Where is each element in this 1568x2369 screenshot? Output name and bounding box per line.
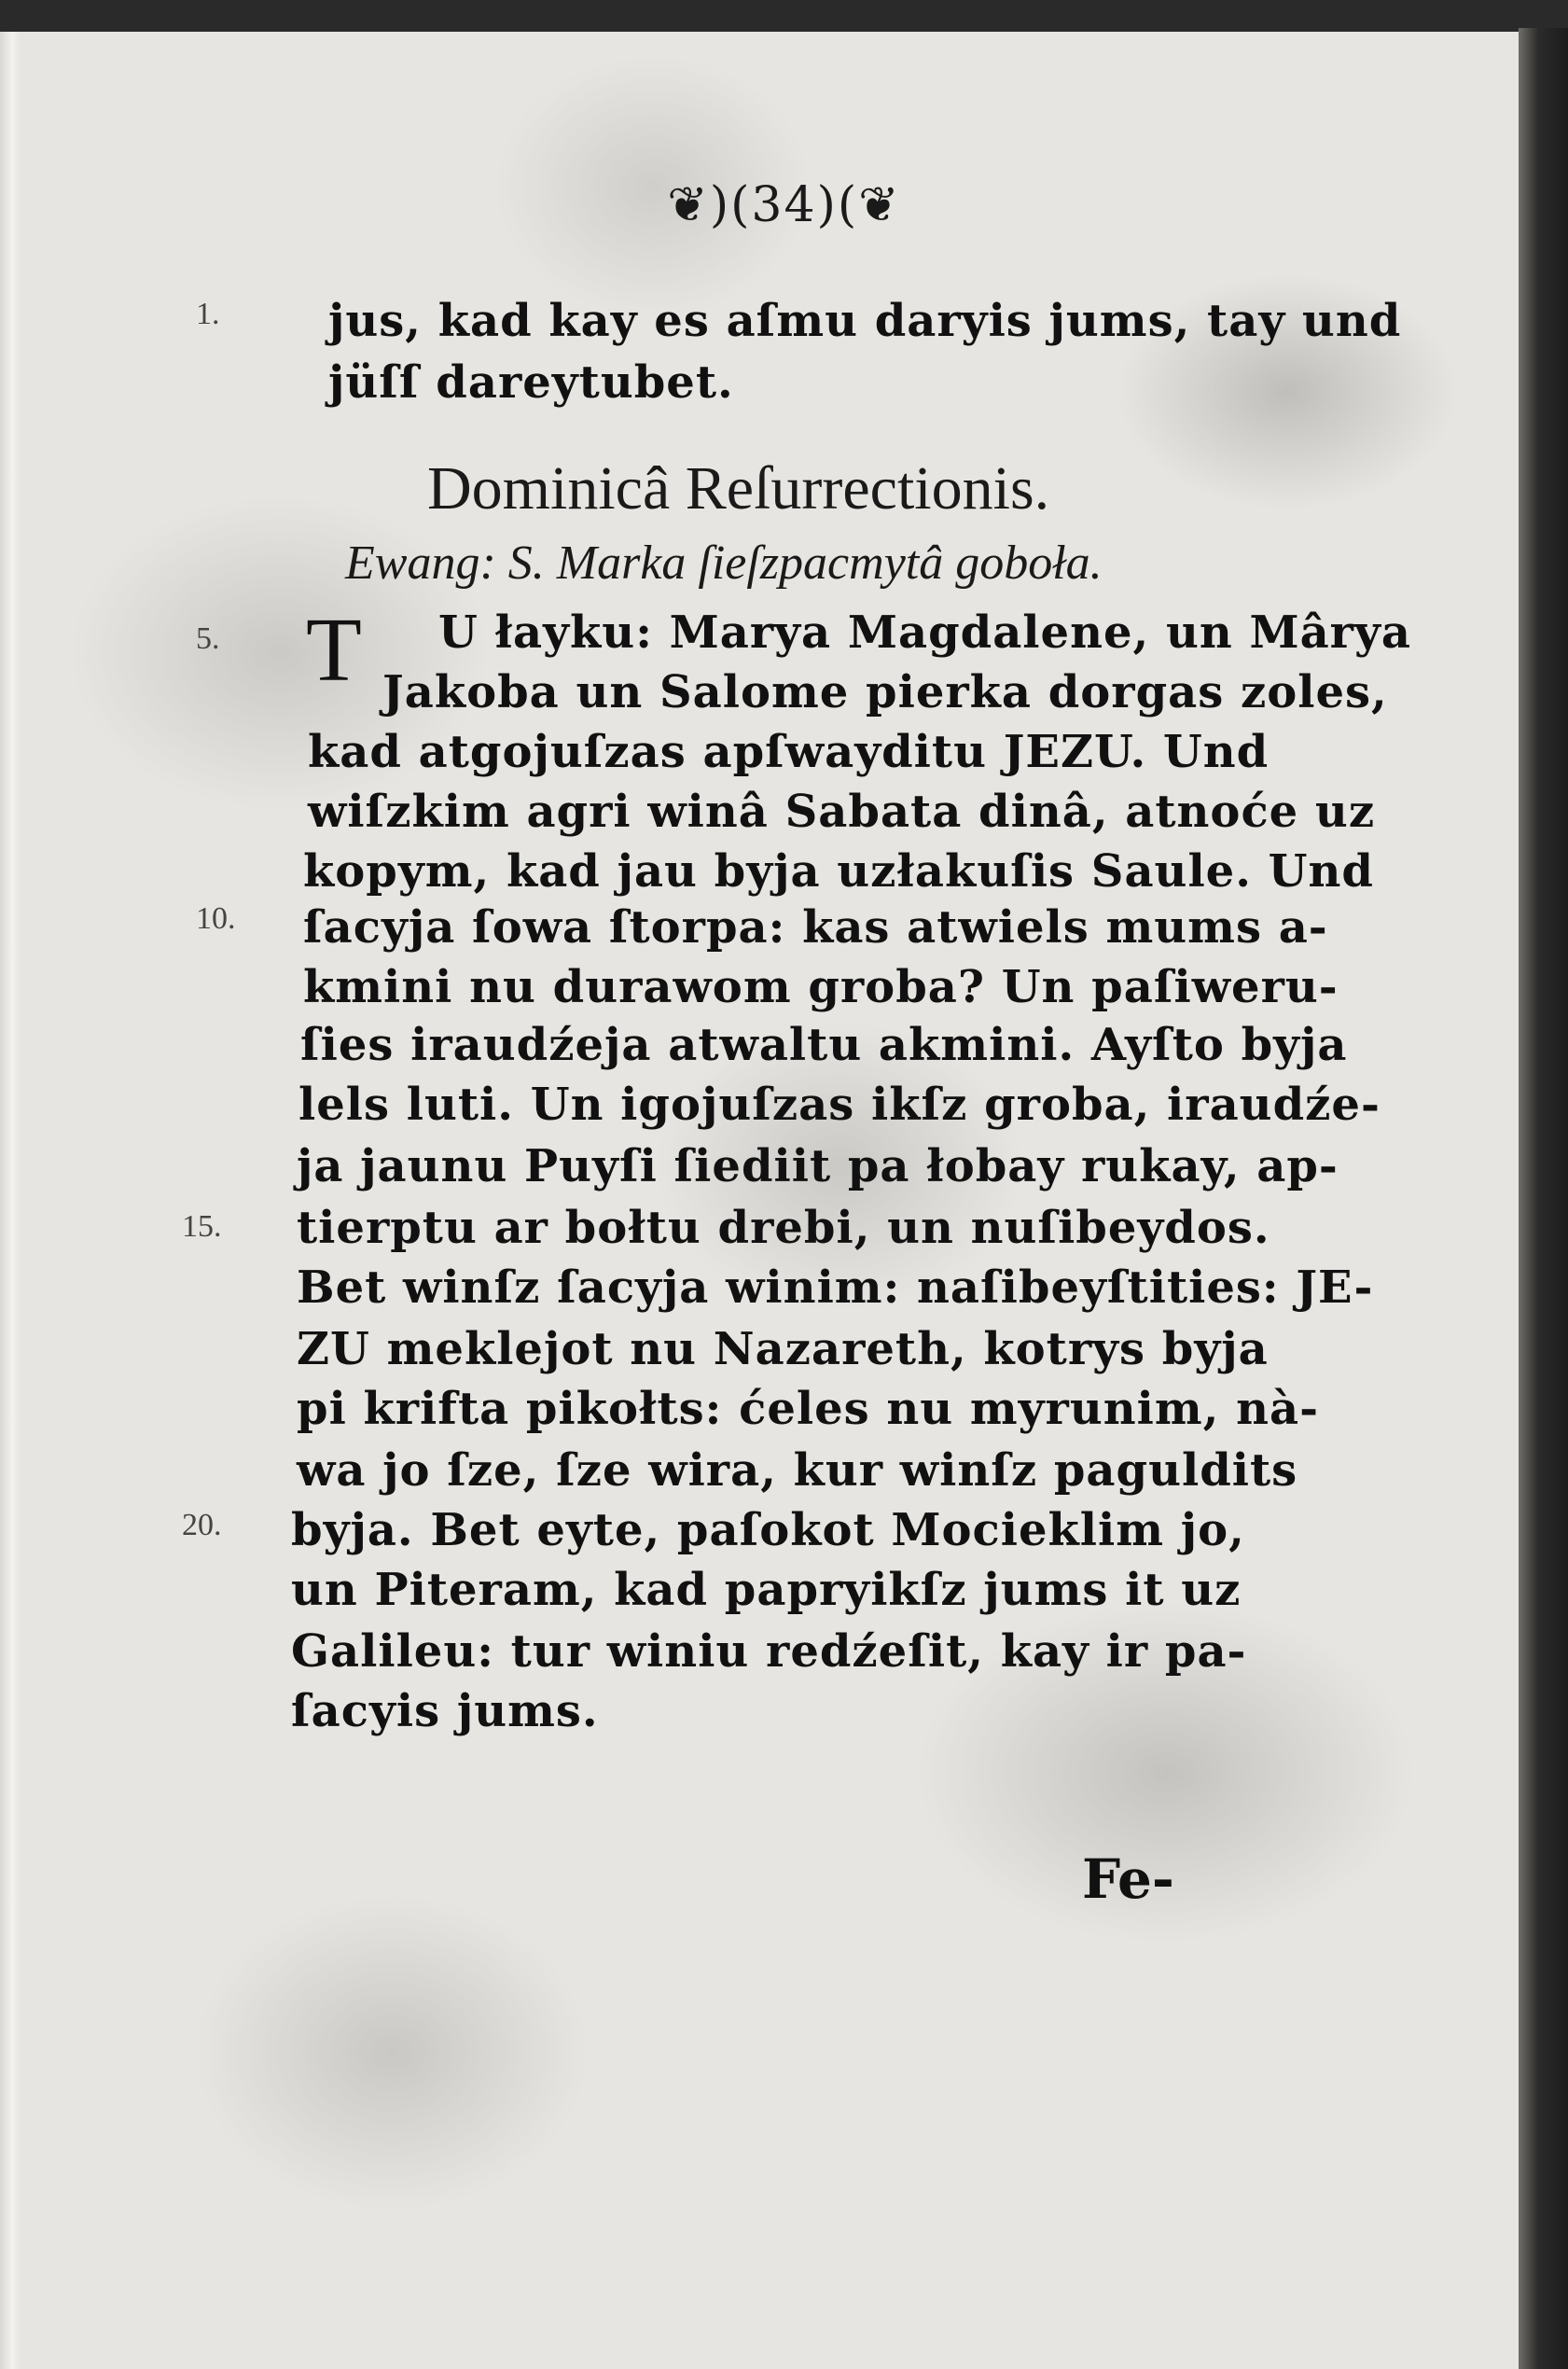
text-line-7: kopym, kad jau byja uzłakuſis Saule. Und [303, 845, 1374, 898]
text-line-21: ſacyis jums. [291, 1685, 599, 1737]
text-line-9: kmini nu durawom groba? Un paſiweru- [303, 961, 1339, 1013]
text-line-20: Galileu: tur winiu redźeſit, kay ir pa- [291, 1625, 1247, 1678]
line-number-20: 20. [182, 1508, 222, 1542]
text-line-18: byja. Bet eyte, paſokot Mocieklim jo, [291, 1504, 1245, 1556]
text-line-5: kad atgojuſzas apſwayditu JEZU. Und [308, 726, 1270, 778]
line-number-5: 5. [196, 621, 220, 656]
text-line-12: ja jaunu Puyſi ſiediit pa łobay rukay, ap- [297, 1140, 1339, 1192]
text-line-17: wa jo ſze, ſze wira, kur winſz paguldits [297, 1444, 1298, 1497]
text-line-10: ſies iraudźeja atwaltu akmini. Ayſto byja [300, 1019, 1348, 1071]
text-line-3: U łayku: Marya Magdalene, un Mârya [438, 606, 1411, 659]
text-line-15: ZU meklejot nu Nazareth, kotrys byja [297, 1323, 1269, 1375]
drop-cap: T [306, 600, 362, 701]
line-number-10: 10. [196, 901, 236, 936]
text-line-6: wiſzkim agri winâ Sabata dinâ, atnoće uz [308, 786, 1376, 838]
section-heading: Dominicâ Reſurrectionis. [427, 454, 1050, 523]
text-line-19: un Piteram, kad papryikſz jums it uz [291, 1564, 1242, 1616]
scan-right-edge [1519, 28, 1568, 2369]
page-gutter [0, 0, 21, 2369]
catchword: Fe- [1082, 1847, 1174, 1911]
scan-top-edge [0, 0, 1568, 32]
line-number-15: 15. [182, 1209, 222, 1244]
text-line-14: Bet winſz ſacyja winim: naſibeyſtities: JE- [297, 1261, 1374, 1314]
text-line-13: tierptu ar bołtu drebi, un nuſibeydos. [297, 1202, 1270, 1254]
text-line-2: jüſſ dareytubet. [328, 356, 734, 409]
gospel-reference: Ewang: S. Marka ſieſzpacmytâ goboła. [345, 537, 1103, 590]
running-head: ❦)(34)(❦ [667, 177, 901, 233]
text-line-1: jus, kad kay es aſmu daryis jums, tay und [328, 295, 1402, 347]
text-line-4: Jakoba un Salome pierka dorgas zoles, [382, 666, 1388, 718]
text-line-11: lels luti. Un igojuſzas ikſz groba, iraudźe- [298, 1079, 1381, 1131]
text-line-16: pi krifta pikołts: ćeles nu myrunim, nà- [297, 1383, 1319, 1435]
line-number-1: 1. [196, 297, 220, 331]
text-line-8: ſacyja ſowa ſtorpa: kas atwiels mums a- [303, 901, 1328, 954]
